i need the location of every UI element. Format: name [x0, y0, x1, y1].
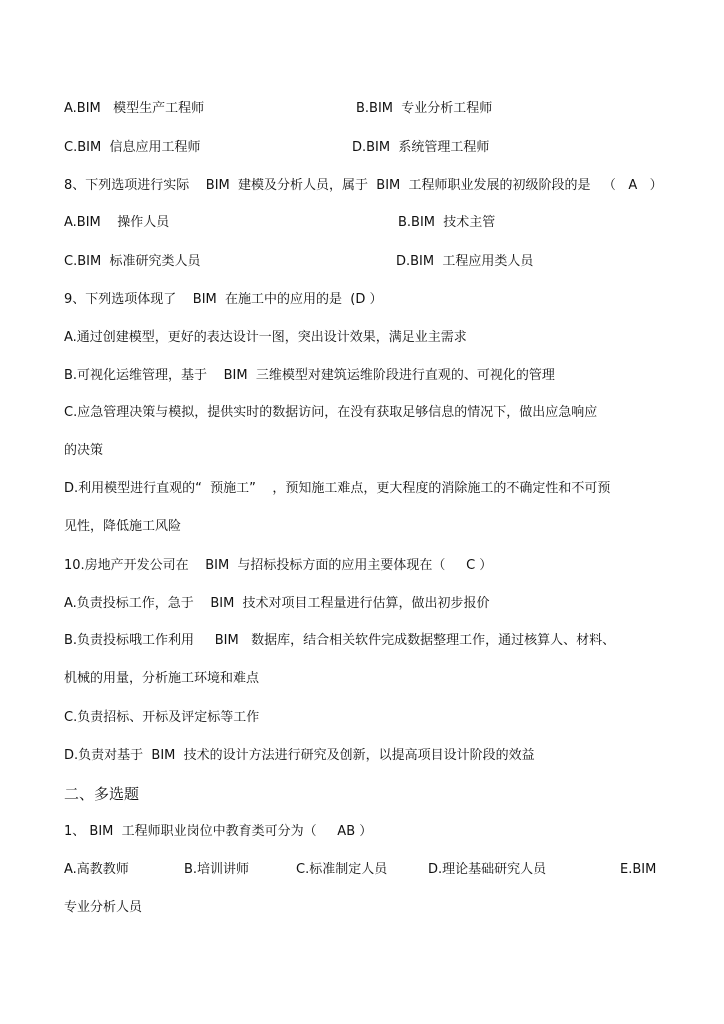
- q9-option-d-line1: D.利用模型进行直观的“ 预施工” ，预知施工难点，更大程度的消除施工的不确定性和不可预: [64, 481, 611, 496]
- m1-stem: 1、 BIM 工程师职业岗位中教育类可分为（ AB ）: [64, 824, 373, 839]
- q10-option-c: C.负责招标、开标及评定标等工作: [64, 710, 260, 725]
- q9-option-c-line1: C.应急管理决策与模拟，提供实时的数据访问，在没有获取足够信息的情况下，做出应急响应: [64, 405, 598, 420]
- q9-option-b: B.可视化运维管理，基于 BIM 三维模型对建筑运维阶段进行直观的、可视化的管理: [64, 368, 555, 383]
- q8-option-b: B.BIM 技术主管: [398, 215, 496, 230]
- q8-option-a: A.BIM 操作人员: [64, 215, 170, 230]
- q9-option-a: A.通过创建模型，更好的表达设计一图，突出设计效果，满足业主需求: [64, 330, 467, 345]
- q7-option-b: B.BIM 专业分析工程师: [356, 101, 493, 116]
- q10-stem: 10.房地产开发公司在 BIM 与招标投标方面的应用主要体现在（ C ）: [64, 558, 493, 573]
- q8-stem: 8、下列选项进行实际 BIM 建模及分析人员，属于 BIM 工程师职业发展的初级阶段的是 （ A ）: [64, 178, 663, 193]
- q7-option-c: C.BIM 信息应用工程师: [64, 140, 201, 155]
- m1-option-d: D.理论基础研究人员: [428, 862, 547, 877]
- m1-option-a: A.高教教师: [64, 862, 129, 877]
- m1-option-b: B.培训讲师: [184, 862, 250, 877]
- q9-option-d-line2: 见性，降低施工风险: [64, 519, 182, 534]
- q8-option-d: D.BIM 工程应用类人员: [396, 254, 534, 269]
- q10-option-b-line2: 机械的用量，分析施工环境和难点: [64, 671, 260, 686]
- q10-option-d: D.负责对基于 BIM 技术的设计方法进行研究及创新，以提高项目设计阶段的效益: [64, 748, 535, 763]
- m1-option-e-line1: E.BIM: [620, 862, 657, 877]
- m1-option-e-line2: 专业分析人员: [64, 900, 143, 915]
- q7-option-d: D.BIM 系统管理工程师: [352, 140, 490, 155]
- q9-stem: 9、下列选项体现了 BIM 在施工中的应用的是 (D ）: [64, 292, 383, 307]
- q8-option-c: C.BIM 标准研究类人员: [64, 254, 201, 269]
- q9-option-c-line2: 的决策: [64, 443, 104, 458]
- q10-option-a: A.负责投标工作，急于 BIM 技术对项目工程量进行估算，做出初步报价: [64, 596, 490, 611]
- section-title-multiple-choice: 二、多选题: [64, 785, 140, 803]
- m1-option-c: C.标准制定人员: [296, 862, 388, 877]
- q10-option-b-line1: B.负责投标哦工作利用 BIM 数据库，结合相关软件完成数据整理工作，通过核算人、材料、: [64, 633, 616, 648]
- q7-option-a: A.BIM 模型生产工程师: [64, 101, 205, 116]
